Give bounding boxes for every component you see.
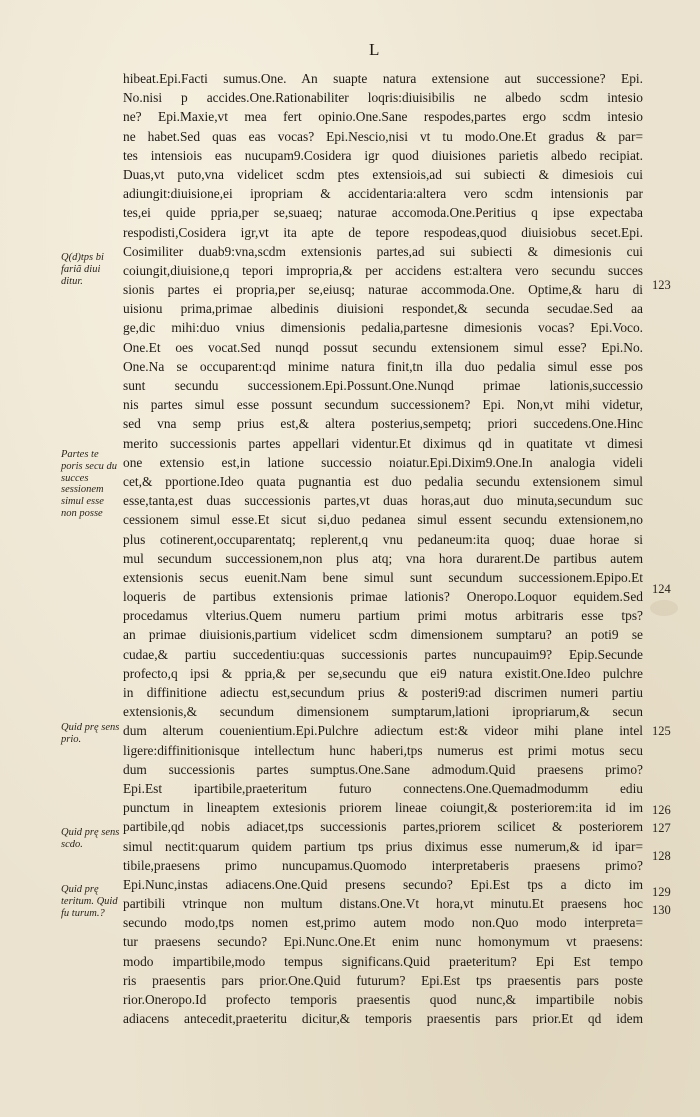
text-line: punctum in lineaptem extesionis priorem lineae coiungit,& posteriorem:ita id im — [123, 800, 643, 816]
text-line: One.Na se occuparent:qd minime natura finit,tn illa duo pedalia simul esse pos — [123, 358, 643, 374]
text-line: ris praesentis pars prior.One.Quid futurum? Epi.Est tps praesentis pars poste — [123, 972, 643, 988]
text-line: partibile,qd nobis adiacet,tps successionis partes,priorem scilicet & posteriorem — [123, 819, 643, 835]
text-line: hibeat.Epi.Facti sumus.One. An suapte natura extensione aut successione? Epi. — [123, 71, 643, 86]
text-line: ge,dic mihi:duo vnius dimensionis pedalia,partesne dimesionis vocas? Epi.Voco. — [123, 320, 643, 336]
margin-note: Quid prę teritum. Quid fu turum.? — [61, 884, 118, 919]
text-line: dum alterum couenientium.Epi.Pulchre adiectum est:& videor mihi plane intel — [123, 723, 643, 739]
text-line: adiacens antecedit,praeteritu dicitur,& temporis praesentis pars prior.Et qd idem — [123, 1011, 643, 1027]
text-line: Epi.Est ipartibile,praeteritum futuro connectens.One.Quemadmodumm ediu — [123, 780, 643, 796]
text-line: merito successionis partes appellari videntur.Et diximus qd in quatitate vt dimesi — [123, 435, 643, 451]
text-line: uisionu prima,primae albedinis diuisioni respondet,& secunda secudae.Sed aa — [123, 301, 643, 317]
text-line: cessionem simul esse.Et sicut si,duo pedanea simul essent secundu extensionem,no — [123, 512, 643, 528]
text-line: simul nectit:quarum quidem partium tps prius diximus esse numerum,& id ipar= — [123, 838, 643, 854]
margin-number: 130 — [652, 903, 671, 917]
margin-number: 126 — [652, 803, 671, 817]
margin-note: Partes te poris secu du succes sessionem simul esse non posse — [61, 449, 117, 519]
text-line: rior.Oneropo.Id profecto temporis praesentis quod nunc,& impartibile nobis — [123, 992, 643, 1007]
text-line: Duas,vt puto,vna videlicet scdm ptes extensiois,ad sui subiecti & dimesiois cui — [123, 166, 643, 182]
text-line: plus cotinerent,occuparentatq; replerent,q vnu pedaneum:ita quoq; duae horae si — [123, 531, 643, 547]
margin-note: Quid prę sens prio. — [61, 722, 120, 745]
text-line: Epi.Nunc,instas adiacens.One.Quid presens secundo? Epi.Est tps a dicto im — [123, 876, 643, 892]
paper-stain — [650, 600, 678, 616]
text-line: procedamus vlterius.Quem numeru partium primi motus arbitraris esse tps? — [123, 608, 643, 624]
text-line: mul secundum successionem,non plus atq; vna hora durarent.De partibus autem — [123, 550, 643, 566]
text-line: profecto,q ipsi & ppria,& per se,secundu que ei9 natura existit.One.Ideo pulchre — [123, 665, 643, 681]
text-line: tur praesens secundo? Epi.Nunc.One.Et enim nunc homonymum vt praesens: — [123, 934, 643, 950]
text-line: loqueris de partibus extensionis primae lationis? Oneropo.Loquor equidem.Sed — [123, 589, 643, 605]
text-line: sunt secundu successionem.Epi.Possunt.One.Nunqd primae lationis,successio — [123, 378, 643, 393]
margin-number: 125 — [652, 724, 671, 738]
text-line: esse,tanta,est duas successionis partes,vt duas horas,aut duo minuta,secundum suc — [123, 493, 643, 509]
text-line: one extensio est,in latione successio noiatur.Epi.Dixim9.One.In analogia videli — [123, 454, 643, 470]
text-line: cet,& pportione.Ideo quata pugnantia est duo pedalia secundu extensionem simul — [123, 473, 643, 489]
text-line: Cosimiliter duab9:vna,scdm extensionis partes,ad sui subiecti & dimesionis cui — [123, 243, 643, 259]
text-line: an primae diuisionis,partium videlicet scdm dimensionem sumptaru? an poti9 se — [123, 627, 643, 643]
text-line: tes,ei quide ppria,per se,suaeq; naturae accomoda.One.Peritius q ipse expectaba — [123, 205, 643, 221]
margin-number: 123 — [652, 278, 671, 292]
margin-note: Quid prę sens scdo. — [61, 827, 120, 850]
text-line: ligere:diffinitionisque intellectum hunc haberi,tps numerus est primi motus secu — [123, 742, 643, 758]
text-line: respodisti,Cosidera igr,vt ita apte de tepore respodeas,quod diuisiobus secet.Epi. — [123, 224, 643, 240]
text-line: cudae,& partiu succedentiu:quas successionis partes nuncupauim9? Epip.Secunde — [123, 646, 643, 662]
margin-number: 128 — [652, 849, 671, 863]
margin-number: 129 — [652, 885, 671, 899]
text-line: sed vna semp prius est,& altera posterius,sempetq; priori succedens.One.Hinc — [123, 416, 643, 432]
text-line: extensionis secus euenit.Nam bene simul sunt secundum successionem.Epipo.Et — [123, 569, 643, 585]
text-line: modo impartibile,modo tempus significans.Quid praeteritum? Epi Est tempo — [123, 953, 643, 969]
text-line: sionis partes ei propria,per se,eiusq; naturae accommoda.One. Optime,& haru di — [123, 282, 643, 298]
text-line: secundo modo,tps nomen est,primo autem modo non.Quo modo interpreta= — [123, 915, 643, 931]
text-line: partibili vtrinque non multum distans.One.Vt hora,vt minutu.Et praesens hoc — [123, 896, 643, 912]
text-line: dum successionis partes sumptus.One.Sane admodum.Quid praesens primo? — [123, 761, 643, 777]
text-line: One.Et oes vocat.Sed nunqd possut secundu extensionem simul esse? Epi.No. — [123, 339, 643, 355]
text-line: adiungit:diuisione,ei ipropriam & accidentaria:altera vero scdm intensionis par — [123, 186, 643, 202]
margin-number: 127 — [652, 821, 671, 835]
text-line: tibile,praesens primo nuncupamus.Quomodo interpretaberis praesens primo? — [123, 857, 643, 873]
text-line: ne? Epi.Maxie,vt mea fert opinio.One.Sane respodes,partes ergo scdm intesio — [123, 109, 643, 125]
text-line: ne habet.Sed quas eas vocas? Epi.Nescio,nisi vt tu modo.One.Et gradus & par= — [123, 128, 643, 144]
margin-note: Q(d)tps bi fariã diui ditur. — [61, 252, 104, 287]
text-line: in diffinitione adiectu est,secundum prius & posteri9:ad discrimen numeri partiu — [123, 685, 643, 700]
text-line: coiungit,diuisione,q tepori impropria,& per accidens est:altera vero secundu succes — [123, 262, 643, 278]
margin-number: 124 — [652, 582, 671, 596]
folio-letter: L — [369, 40, 381, 59]
text-line: No.nisi p accides.One.Rationabiliter loqris:diuisibilis ne albedo scdm intesio — [123, 90, 643, 106]
text-line: nis partes simul esse possunt secundum successionem? Epi. Non,vt mihi videtur, — [123, 397, 643, 413]
main-text-block — [123, 69, 643, 1028]
text-line: extensionis,& secundum dimensionem sumptarum,lationi ipropriarum,& secun — [123, 704, 643, 720]
text-line: tes intensiois eas nucupam9.Cosidera igr quod diuisiones parietis albedo recipiat. — [123, 147, 643, 163]
